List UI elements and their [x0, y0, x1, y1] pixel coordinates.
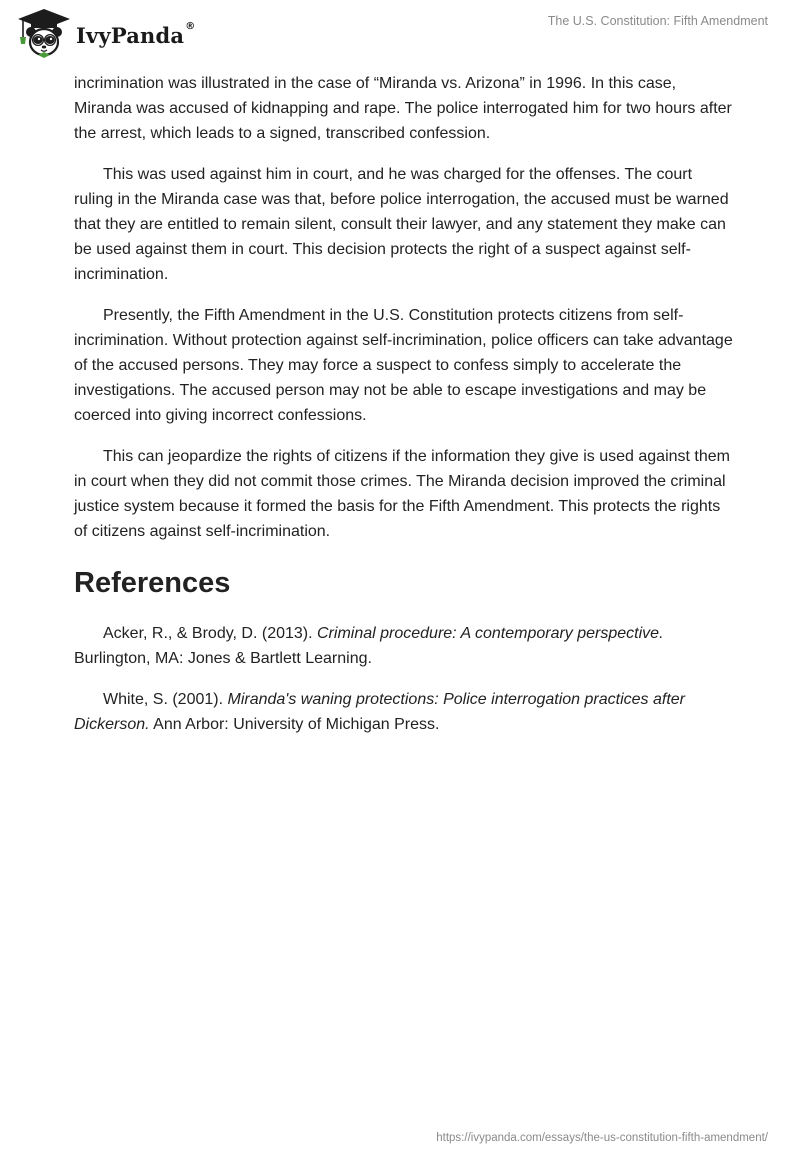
brand-name: IvyPanda® [76, 20, 196, 48]
source-url[interactable]: https://ivypanda.com/essays/the-us-constitution-fifth-amendment/ [436, 1132, 768, 1144]
essay-body [74, 71, 734, 753]
paragraph-4: This can jeopardize the rights of citizens if the information they give is used against them in court when they did not commit those crimes. The Miranda decision improved the criminal justice system because it formed the basis for the Fifth Amendment. This protects the rights of citizens against self-incrimination. [74, 448, 730, 540]
page-header [0, 0, 800, 66]
reference-title: Criminal procedure: A contemporary perspective. [317, 625, 664, 642]
references-heading: References [74, 567, 231, 599]
ivypanda-logo[interactable] [14, 8, 195, 58]
paragraph-2: This was used against him in court, and he was charged for the offenses. The court ruling in the Miranda case was that, before police interrogation, the accused must be warned that they are entitled to remain silent, consult their lawyer, and any statement they make can be used against them in court. This decision protects the right of a suspect against self-incrimination. [74, 166, 729, 283]
paragraph-1: incrimination was illustrated in the case of “Miranda vs. Arizona” in 1996. In this case, Miranda was accused of kidnapping and rape. The police interrogated him for two hours after the arrest, which leads to a signed, transcribed confession. [74, 75, 732, 142]
reference-item-white: White, S. (2001). Miranda's waning protections: Police interrogation practices after Dickerson. Ann Arbor: University of Michigan Press. [74, 691, 686, 733]
document-title: The U.S. Constitution: Fifth Amendment [547, 14, 768, 28]
panda-graduate-icon [14, 8, 74, 58]
reference-title: Miranda's waning protections: Police interrogation practices after Dickerson. [74, 691, 686, 733]
paragraph-3: Presently, the Fifth Amendment in the U.S. Constitution protects citizens from self-incrimination. Without protection against self-incrimination, police officers can take advantage of the accused persons. They may force a suspect to confess simply to accelerate the investigations. The accused person may not be able to escape investigations and may be coerced into giving incorrect confessions. [74, 307, 733, 424]
reference-item-acker: Acker, R., & Brody, D. (2013). Criminal procedure: A contemporary perspective. Burlington, MA: Jones & Bartlett Learning. [74, 625, 664, 667]
